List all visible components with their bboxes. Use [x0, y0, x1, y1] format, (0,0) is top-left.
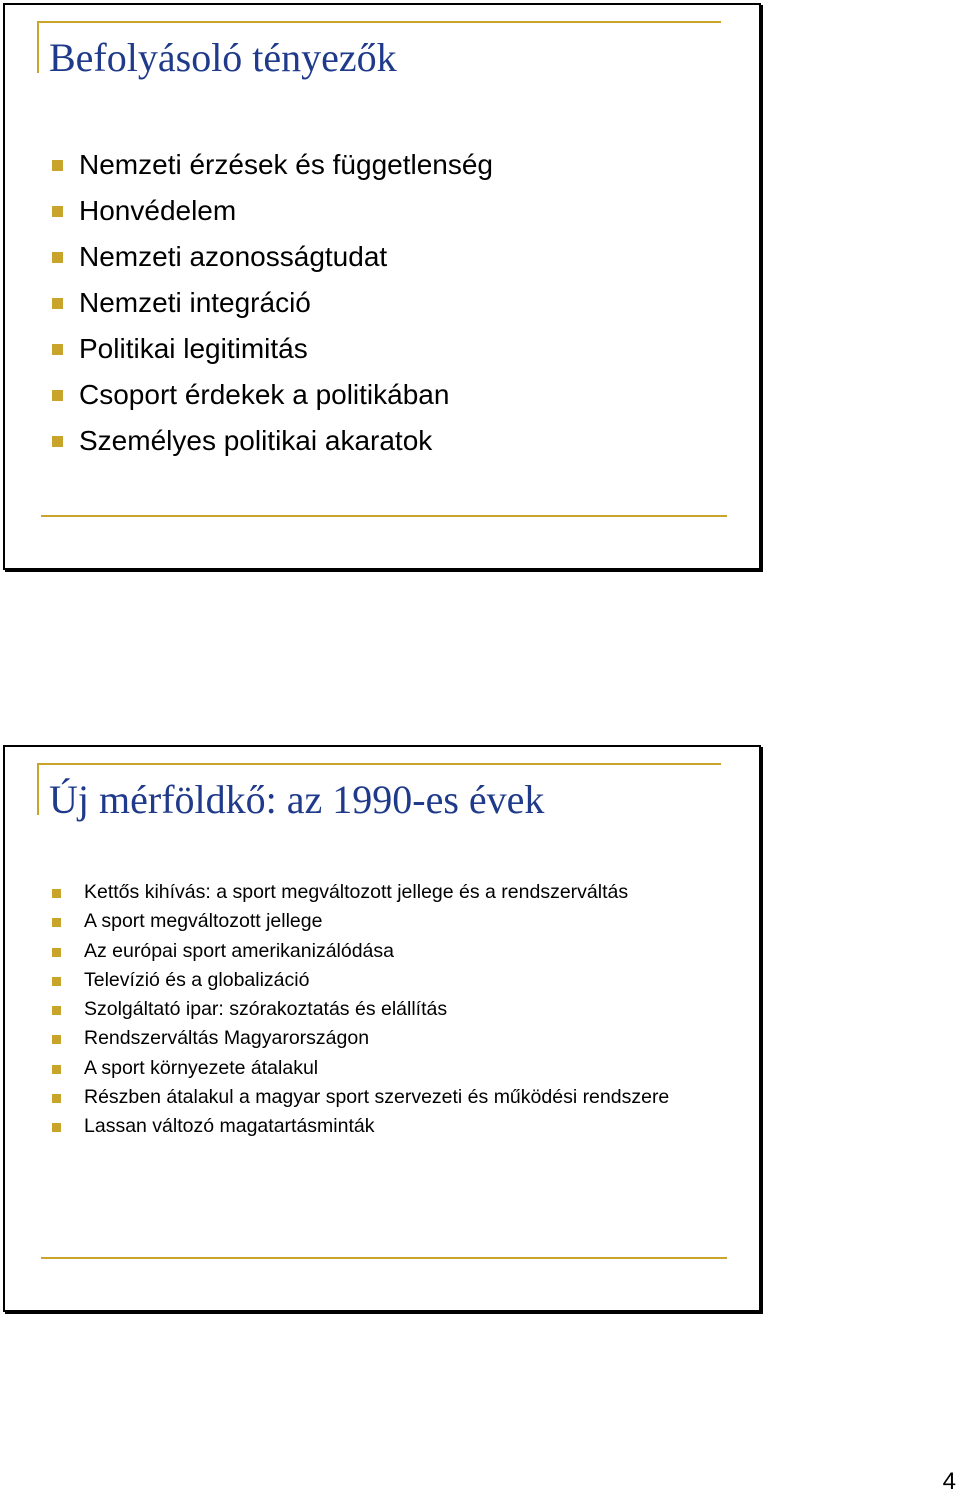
title-decoration-tick: [37, 763, 39, 815]
bullet-text: Kettős kihívás: a sport megváltozott jellege és a rendszerváltás: [84, 881, 629, 903]
square-bullet-icon: [52, 1035, 61, 1044]
bullet-text: Csoport érdekek a politikában: [79, 379, 450, 410]
list-item: [52, 188, 742, 234]
slide-2: [3, 745, 761, 1312]
square-bullet-icon: [52, 1065, 61, 1074]
square-bullet-icon: [52, 390, 63, 401]
square-bullet-icon: [52, 977, 61, 986]
square-bullet-icon: [52, 160, 63, 171]
list-item: [52, 1114, 682, 1138]
bullet-list: [52, 880, 682, 1144]
square-bullet-icon: [52, 206, 63, 217]
square-bullet-icon: [52, 948, 61, 957]
list-item: [52, 880, 682, 904]
list-item: [52, 1026, 682, 1050]
bullet-text: Személyes politikai akaratok: [79, 425, 433, 456]
square-bullet-icon: [52, 436, 63, 447]
bullet-text: Politikai legitimitás: [79, 333, 308, 364]
bottom-decoration-line: [41, 515, 727, 517]
slide-1: [3, 3, 761, 570]
square-bullet-icon: [52, 1094, 61, 1103]
square-bullet-icon: [52, 1123, 61, 1132]
bullet-text: Nemzeti integráció: [79, 287, 311, 318]
page-number: 4: [942, 1468, 956, 1495]
list-item: [52, 968, 682, 992]
slide-title: Új mérföldkő: az 1990-es évek: [49, 777, 545, 822]
bullet-list: [52, 142, 742, 464]
square-bullet-icon: [52, 298, 63, 309]
list-item: [52, 372, 742, 418]
bullet-text: Szolgáltató ipar: szórakoztatás és elállítás: [84, 998, 448, 1021]
list-item: [52, 1085, 682, 1109]
list-item: [52, 142, 742, 188]
list-item: [52, 1056, 682, 1080]
slide-title: Befolyásoló tényezők: [49, 35, 397, 80]
bullet-text: Nemzeti azonosságtudat: [79, 241, 388, 272]
title-decoration-line: [37, 763, 721, 765]
square-bullet-icon: [52, 1006, 61, 1015]
list-item: [52, 326, 742, 372]
list-item: [52, 997, 682, 1021]
list-item: [52, 280, 742, 326]
bullet-text: Nemzeti érzések és függetlenség: [79, 149, 493, 180]
list-item: [52, 939, 682, 963]
list-item: [52, 909, 682, 933]
list-item: [52, 418, 742, 464]
bullet-text: A sport megváltozott jellege: [84, 910, 323, 933]
bullet-text: Részben átalakul a magyar sport szervezeti és működési rendszere: [84, 1086, 670, 1109]
title-decoration-line: [37, 21, 721, 23]
bullet-text: Televízió és a globalizáció: [84, 968, 310, 991]
bottom-decoration-line: [41, 1257, 727, 1259]
bullet-text: Lassan változó magatartásminták: [84, 1115, 375, 1138]
square-bullet-icon: [52, 344, 63, 355]
bullet-text: A sport környezete átalakul: [84, 1056, 319, 1079]
bullet-text: Az európai sport amerikanizálódása: [84, 939, 395, 962]
square-bullet-icon: [52, 889, 61, 898]
bullet-text: Honvédelem: [79, 195, 237, 226]
bullet-text: Rendszerváltás Magyarországon: [84, 1027, 370, 1050]
list-item: [52, 234, 742, 280]
square-bullet-icon: [52, 252, 63, 263]
title-decoration-tick: [37, 21, 39, 73]
square-bullet-icon: [52, 918, 61, 927]
